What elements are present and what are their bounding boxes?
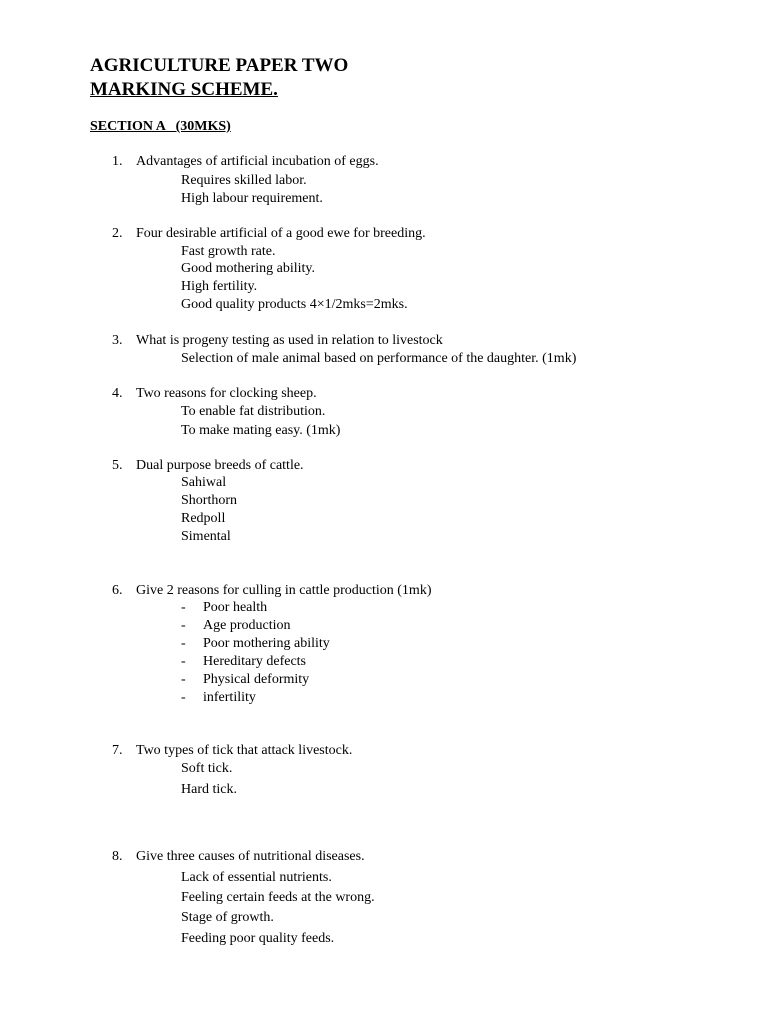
- answer-item: Age production: [203, 618, 291, 633]
- bullet-dash: -: [181, 690, 186, 705]
- answer-item: Feeding poor quality feeds.: [181, 931, 335, 946]
- answer-item: Feeling certain feeds at the wrong.: [181, 890, 375, 905]
- answer-item: Stage of growth.: [181, 910, 274, 925]
- answer-item: Simental: [181, 529, 231, 544]
- bullet-dash: -: [181, 618, 186, 633]
- question-text: Advantages of artificial incubation of eggs.: [136, 154, 379, 169]
- answer-item: Good quality products 4×1/2mks=2mks.: [181, 297, 408, 312]
- answer-item: High labour requirement.: [181, 191, 323, 206]
- answer-item: Selection of male animal based on performance of the daughter. (1mk): [181, 351, 577, 366]
- answer-item: Poor mothering ability: [203, 636, 330, 651]
- question-text: Give three causes of nutritional diseases.: [136, 849, 365, 864]
- question-number: 4.: [112, 386, 123, 401]
- question-number: 3.: [112, 333, 123, 348]
- question-text: What is progeny testing as used in relation to livestock: [136, 333, 443, 348]
- document-title: AGRICULTURE PAPER TWO: [90, 55, 349, 76]
- answer-item: Shorthorn: [181, 493, 237, 508]
- answer-item: High fertility.: [181, 279, 258, 294]
- bullet-dash: -: [181, 672, 186, 687]
- bullet-dash: -: [181, 600, 186, 615]
- question-text: Four desirable artificial of a good ewe for breeding.: [136, 226, 426, 241]
- answer-item: Sahiwal: [181, 475, 227, 490]
- question-number: 5.: [112, 458, 123, 473]
- question-number: 1.: [112, 154, 123, 169]
- question-number: 6.: [112, 583, 123, 598]
- question-number: 2.: [112, 226, 123, 241]
- question-text: Give 2 reasons for culling in cattle production (1mk): [136, 583, 432, 598]
- question-text: Two types of tick that attack livestock.: [136, 743, 353, 758]
- answer-item: Physical deformity: [203, 672, 310, 687]
- answer-item: Fast growth rate.: [181, 244, 276, 259]
- question-text: Dual purpose breeds of cattle.: [136, 458, 304, 473]
- question-text: Two reasons for clocking sheep.: [136, 386, 317, 401]
- question-number: 7.: [112, 743, 123, 758]
- answer-item: infertility: [203, 690, 256, 705]
- answer-item: Poor health: [203, 600, 268, 615]
- answer-item: Requires skilled labor.: [181, 173, 307, 188]
- bullet-dash: -: [181, 654, 186, 669]
- answer-item: Good mothering ability.: [181, 261, 316, 276]
- answer-item: Hereditary defects: [203, 654, 306, 669]
- bullet-dash: -: [181, 636, 186, 651]
- answer-item: Redpoll: [181, 511, 226, 526]
- answer-item: To enable fat distribution.: [181, 404, 326, 419]
- answer-item: Soft tick.: [181, 761, 233, 776]
- answer-item: To make mating easy. (1mk): [181, 423, 341, 438]
- section-heading: SECTION A (30MKS): [90, 119, 231, 134]
- document-subtitle: MARKING SCHEME.: [90, 79, 278, 100]
- question-number: 8.: [112, 849, 123, 864]
- answer-item: Lack of essential nutrients.: [181, 870, 332, 885]
- answer-item: Hard tick.: [181, 782, 237, 797]
